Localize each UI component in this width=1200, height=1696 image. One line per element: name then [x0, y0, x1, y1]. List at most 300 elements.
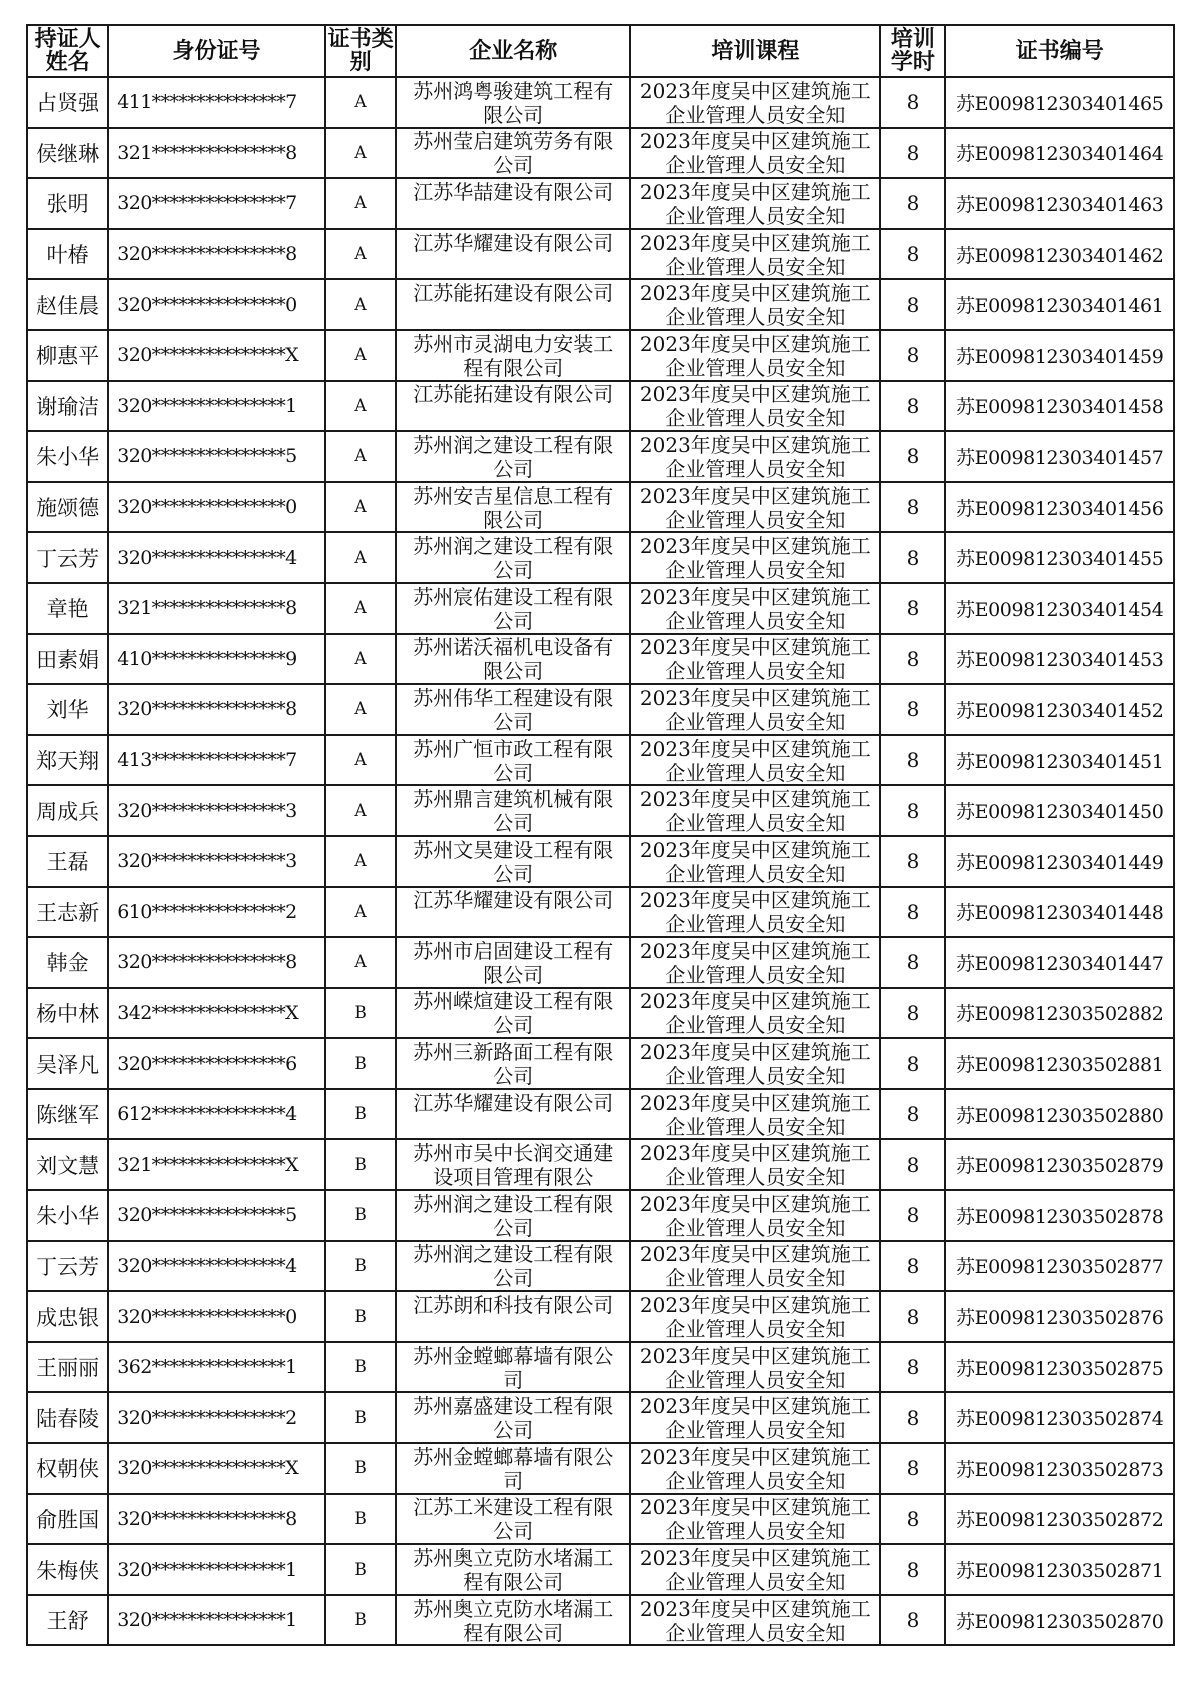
enterprise-cell — [396, 1595, 630, 1646]
cert-category-cell: A — [325, 836, 396, 887]
course-cell — [630, 178, 880, 229]
cert-number-cell: 苏E009812303401453 — [945, 634, 1174, 685]
enterprise-cell-text: 苏州金螳螂幕墙有限公司 — [413, 1444, 614, 1492]
id-number-cell: 320***************0 — [108, 279, 325, 330]
course-cell — [630, 1595, 880, 1646]
holder-name-cell: 吴泽凡 — [27, 1038, 108, 1089]
holder-name-cell: 朱小华 — [27, 1190, 108, 1241]
table-row — [27, 1342, 1174, 1393]
cert-category-cell: A — [325, 684, 396, 735]
enterprise-cell — [396, 887, 630, 938]
holder-name-cell: 田素娟 — [27, 634, 108, 685]
holder-name-cell: 王志新 — [27, 887, 108, 938]
cert-category-cell: A — [325, 279, 396, 330]
header-row — [27, 25, 1174, 77]
hours-cell: 8 — [880, 1241, 945, 1292]
course-cell — [630, 1544, 880, 1595]
course-cell-text: 2023年度吴中区建筑施工企业管理人员安全知 — [639, 1242, 871, 1290]
id-number-cell: 320***************5 — [108, 1190, 325, 1241]
id-number-cell: 320***************2 — [108, 1392, 325, 1443]
enterprise-cell — [396, 77, 630, 128]
table-row — [27, 229, 1174, 280]
cert-number-cell: 苏E009812303401459 — [945, 330, 1174, 381]
cert-category-cell: A — [325, 735, 396, 786]
cert-number-cell: 苏E009812303502875 — [945, 1342, 1174, 1393]
cert-number-cell: 苏E009812303401461 — [945, 279, 1174, 330]
cert-category-cell: B — [325, 1443, 396, 1494]
holder-name-cell: 陆春陵 — [27, 1392, 108, 1443]
enterprise-cell-text: 苏州市启固建设工程有限公司 — [413, 938, 614, 986]
cert-category-cell: A — [325, 128, 396, 179]
course-cell — [630, 836, 880, 887]
hours-cell: 8 — [880, 583, 945, 634]
cert-number-cell: 苏E009812303502878 — [945, 1190, 1174, 1241]
cert-category-cell: A — [325, 937, 396, 988]
enterprise-cell — [396, 1241, 630, 1292]
id-number-cell: 320***************X — [108, 330, 325, 381]
course-cell — [630, 1291, 880, 1342]
course-cell — [630, 330, 880, 381]
enterprise-cell — [396, 431, 630, 482]
course-cell-text: 2023年度吴中区建筑施工企业管理人员安全知 — [639, 938, 871, 986]
enterprise-cell-text: 江苏朗和科技有限公司 — [413, 1293, 614, 1318]
id-number-cell: 320***************X — [108, 1443, 325, 1494]
cert-category-cell: A — [325, 532, 396, 583]
table-row — [27, 988, 1174, 1039]
course-cell — [630, 583, 880, 634]
cert-category-cell: B — [325, 1291, 396, 1342]
cert-number-cell: 苏E009812303401465 — [945, 77, 1174, 128]
enterprise-cell-text: 苏州奥立克防水堵漏工程有限公司 — [413, 1596, 614, 1644]
cert-number-cell: 苏E009812303502872 — [945, 1494, 1174, 1545]
hours-cell: 8 — [880, 1443, 945, 1494]
course-cell — [630, 1342, 880, 1393]
hours-cell: 8 — [880, 1595, 945, 1646]
enterprise-cell — [396, 1342, 630, 1393]
enterprise-cell-text: 苏州润之建设工程有限公司 — [413, 1242, 614, 1290]
enterprise-cell-text: 苏州鸿粤骏建筑工程有限公司 — [413, 78, 614, 126]
enterprise-cell-text: 苏州嘉盛建设工程有限公司 — [413, 1394, 614, 1442]
cert-number-cell: 苏E009812303401448 — [945, 887, 1174, 938]
cert-number-cell: 苏E009812303401450 — [945, 785, 1174, 836]
hours-cell: 8 — [880, 887, 945, 938]
enterprise-cell-text: 苏州安吉星信息工程有限公司 — [413, 483, 614, 531]
holder-name-cell: 丁云芳 — [27, 1241, 108, 1292]
cert-category-cell: A — [325, 381, 396, 432]
cert-category-cell: A — [325, 482, 396, 533]
cert-category-cell: A — [325, 229, 396, 280]
enterprise-cell — [396, 735, 630, 786]
cert-category-cell: B — [325, 1241, 396, 1292]
hours-cell: 8 — [880, 735, 945, 786]
enterprise-cell-text: 苏州润之建设工程有限公司 — [413, 432, 614, 480]
enterprise-cell-text: 苏州润之建设工程有限公司 — [413, 1191, 614, 1239]
header-cert-number: 证书编号 — [945, 25, 1174, 77]
course-cell-text: 2023年度吴中区建筑施工企业管理人员安全知 — [639, 1343, 871, 1391]
table-row — [27, 279, 1174, 330]
cert-number-cell: 苏E009812303401455 — [945, 532, 1174, 583]
holder-name-cell: 叶椿 — [27, 229, 108, 280]
table-row — [27, 836, 1174, 887]
course-cell — [630, 937, 880, 988]
course-cell-text: 2023年度吴中区建筑施工企业管理人员安全知 — [639, 989, 871, 1037]
holder-name-cell: 俞胜国 — [27, 1494, 108, 1545]
enterprise-cell-text: 苏州奥立克防水堵漏工程有限公司 — [413, 1546, 614, 1594]
enterprise-cell — [396, 988, 630, 1039]
header-course: 培训课程 — [630, 25, 880, 77]
holder-name-cell: 杨中林 — [27, 988, 108, 1039]
enterprise-cell-text: 江苏能拓建设有限公司 — [413, 382, 614, 407]
enterprise-cell-text: 江苏华耀建设有限公司 — [413, 1090, 614, 1115]
holder-name-cell: 朱小华 — [27, 431, 108, 482]
enterprise-cell-text: 苏州三新路面工程有限公司 — [413, 1040, 614, 1088]
table-row — [27, 634, 1174, 685]
id-number-cell: 320***************4 — [108, 532, 325, 583]
id-number-cell: 342***************X — [108, 988, 325, 1039]
id-number-cell: 612***************4 — [108, 1089, 325, 1140]
cert-number-cell: 苏E009812303401457 — [945, 431, 1174, 482]
cert-category-cell: A — [325, 887, 396, 938]
course-cell-text: 2023年度吴中区建筑施工企业管理人员安全知 — [639, 837, 871, 885]
course-cell — [630, 1089, 880, 1140]
cert-number-cell: 苏E009812303401447 — [945, 937, 1174, 988]
course-cell-text: 2023年度吴中区建筑施工企业管理人员安全知 — [639, 1394, 871, 1442]
holder-name-cell: 侯继琳 — [27, 128, 108, 179]
table-row — [27, 1291, 1174, 1342]
id-number-cell: 320***************8 — [108, 684, 325, 735]
enterprise-cell — [396, 482, 630, 533]
id-number-cell: 320***************3 — [108, 836, 325, 887]
enterprise-cell-text: 苏州市灵湖电力安装工程有限公司 — [413, 331, 614, 379]
course-cell — [630, 887, 880, 938]
header-cert-category: 证书类别 — [325, 25, 396, 77]
enterprise-cell — [396, 1139, 630, 1190]
course-cell — [630, 1241, 880, 1292]
table-row — [27, 1089, 1174, 1140]
table-row — [27, 532, 1174, 583]
course-cell-text: 2023年度吴中区建筑施工企业管理人员安全知 — [639, 685, 871, 733]
id-number-cell: 320***************1 — [108, 381, 325, 432]
course-cell — [630, 684, 880, 735]
cert-number-cell: 苏E009812303401451 — [945, 735, 1174, 786]
enterprise-cell — [396, 1038, 630, 1089]
cert-number-cell: 苏E009812303401454 — [945, 583, 1174, 634]
course-cell-text: 2023年度吴中区建筑施工企业管理人员安全知 — [639, 1141, 871, 1189]
cert-number-cell: 苏E009812303401462 — [945, 229, 1174, 280]
hours-cell: 8 — [880, 1139, 945, 1190]
hours-cell: 8 — [880, 937, 945, 988]
cert-category-cell: B — [325, 1494, 396, 1545]
course-cell — [630, 381, 880, 432]
cert-number-cell: 苏E009812303502873 — [945, 1443, 1174, 1494]
cert-number-cell: 苏E009812303401464 — [945, 128, 1174, 179]
enterprise-cell-text: 苏州金螳螂幕墙有限公司 — [413, 1343, 614, 1391]
enterprise-cell — [396, 836, 630, 887]
course-cell-text: 2023年度吴中区建筑施工企业管理人员安全知 — [639, 635, 871, 683]
table-header — [27, 25, 1174, 77]
course-cell-text: 2023年度吴中区建筑施工企业管理人员安全知 — [639, 1444, 871, 1492]
id-number-cell: 413***************7 — [108, 735, 325, 786]
course-cell — [630, 1038, 880, 1089]
header-holder-name: 持证人姓名 — [27, 25, 108, 77]
hours-cell: 8 — [880, 330, 945, 381]
cert-number-cell: 苏E009812303502880 — [945, 1089, 1174, 1140]
course-cell — [630, 785, 880, 836]
id-number-cell: 321***************8 — [108, 128, 325, 179]
table-row — [27, 785, 1174, 836]
certificate-roster-table — [26, 24, 1175, 1646]
course-cell-text: 2023年度吴中区建筑施工企业管理人员安全知 — [639, 1596, 871, 1644]
holder-name-cell: 章艳 — [27, 583, 108, 634]
cert-number-cell: 苏E009812303502874 — [945, 1392, 1174, 1443]
cert-category-cell: B — [325, 1038, 396, 1089]
enterprise-cell — [396, 684, 630, 735]
course-cell-text: 2023年度吴中区建筑施工企业管理人员安全知 — [639, 78, 871, 126]
id-number-cell: 411***************7 — [108, 77, 325, 128]
holder-name-cell: 郑天翔 — [27, 735, 108, 786]
course-cell-text: 2023年度吴中区建筑施工企业管理人员安全知 — [639, 281, 871, 329]
header-enterprise: 企业名称 — [396, 25, 630, 77]
course-cell-text: 2023年度吴中区建筑施工企业管理人员安全知 — [639, 534, 871, 582]
holder-name-cell: 王磊 — [27, 836, 108, 887]
course-cell-text: 2023年度吴中区建筑施工企业管理人员安全知 — [639, 1090, 871, 1138]
enterprise-cell — [396, 1291, 630, 1342]
enterprise-cell-text: 江苏华耀建设有限公司 — [413, 888, 614, 913]
table-row — [27, 381, 1174, 432]
course-cell — [630, 1443, 880, 1494]
hours-cell: 8 — [880, 1089, 945, 1140]
course-cell — [630, 988, 880, 1039]
hours-cell: 8 — [880, 1291, 945, 1342]
id-number-cell: 321***************X — [108, 1139, 325, 1190]
id-number-cell: 320***************0 — [108, 1291, 325, 1342]
table-row — [27, 1544, 1174, 1595]
cert-category-cell: B — [325, 988, 396, 1039]
hours-cell: 8 — [880, 1494, 945, 1545]
hours-cell: 8 — [880, 279, 945, 330]
course-cell — [630, 532, 880, 583]
hours-cell: 8 — [880, 229, 945, 280]
id-number-cell: 362***************1 — [108, 1342, 325, 1393]
enterprise-cell-text: 江苏华喆建设有限公司 — [413, 179, 614, 204]
id-number-cell: 320***************1 — [108, 1595, 325, 1646]
enterprise-cell-text: 苏州嵘煊建设工程有限公司 — [413, 989, 614, 1037]
cert-category-cell: B — [325, 1392, 396, 1443]
enterprise-cell — [396, 785, 630, 836]
table-row — [27, 178, 1174, 229]
table-row — [27, 1038, 1174, 1089]
cert-number-cell: 苏E009812303502882 — [945, 988, 1174, 1039]
cert-category-cell: A — [325, 178, 396, 229]
course-cell — [630, 279, 880, 330]
course-cell-text: 2023年度吴中区建筑施工企业管理人员安全知 — [639, 1040, 871, 1088]
table-row — [27, 1190, 1174, 1241]
enterprise-cell-text: 苏州诺沃福机电设备有限公司 — [413, 635, 614, 683]
course-cell-text: 2023年度吴中区建筑施工企业管理人员安全知 — [639, 179, 871, 227]
enterprise-cell-text: 苏州文昊建设工程有限公司 — [413, 837, 614, 885]
cert-number-cell: 苏E009812303502877 — [945, 1241, 1174, 1292]
enterprise-cell — [396, 279, 630, 330]
id-number-cell: 320***************4 — [108, 1241, 325, 1292]
cert-number-cell: 苏E009812303502881 — [945, 1038, 1174, 1089]
cert-category-cell: B — [325, 1595, 396, 1646]
holder-name-cell: 柳惠平 — [27, 330, 108, 381]
course-cell-text: 2023年度吴中区建筑施工企业管理人员安全知 — [639, 432, 871, 480]
cert-category-cell: A — [325, 785, 396, 836]
id-number-cell: 320***************1 — [108, 1544, 325, 1595]
id-number-cell: 410***************9 — [108, 634, 325, 685]
id-number-cell: 320***************6 — [108, 1038, 325, 1089]
enterprise-cell — [396, 634, 630, 685]
enterprise-cell — [396, 1089, 630, 1140]
course-cell-text: 2023年度吴中区建筑施工企业管理人员安全知 — [639, 483, 871, 531]
holder-name-cell: 占贤强 — [27, 77, 108, 128]
cert-number-cell: 苏E009812303401458 — [945, 381, 1174, 432]
table-row — [27, 128, 1174, 179]
course-cell — [630, 229, 880, 280]
enterprise-cell — [396, 1392, 630, 1443]
hours-cell: 8 — [880, 1392, 945, 1443]
hours-cell: 8 — [880, 431, 945, 482]
course-cell — [630, 482, 880, 533]
holder-name-cell: 朱梅侠 — [27, 1544, 108, 1595]
header-hours: 培训学时 — [880, 25, 945, 77]
holder-name-cell: 韩金 — [27, 937, 108, 988]
course-cell-text: 2023年度吴中区建筑施工企业管理人员安全知 — [639, 736, 871, 784]
holder-name-cell: 成忠银 — [27, 1291, 108, 1342]
cert-category-cell: A — [325, 634, 396, 685]
hours-cell: 8 — [880, 1342, 945, 1393]
course-cell-text: 2023年度吴中区建筑施工企业管理人员安全知 — [639, 1293, 871, 1341]
id-number-cell: 320***************7 — [108, 178, 325, 229]
enterprise-cell-text: 江苏华耀建设有限公司 — [413, 230, 614, 255]
enterprise-cell — [396, 532, 630, 583]
course-cell-text: 2023年度吴中区建筑施工企业管理人员安全知 — [639, 888, 871, 936]
cert-number-cell: 苏E009812303502870 — [945, 1595, 1174, 1646]
enterprise-cell — [396, 1443, 630, 1494]
enterprise-cell-text: 苏州宸佑建设工程有限公司 — [413, 584, 614, 632]
hours-cell: 8 — [880, 1544, 945, 1595]
cert-number-cell: 苏E009812303502871 — [945, 1544, 1174, 1595]
table-row — [27, 77, 1174, 128]
course-cell — [630, 735, 880, 786]
id-number-cell: 320***************8 — [108, 937, 325, 988]
holder-name-cell: 谢瑜洁 — [27, 381, 108, 432]
hours-cell: 8 — [880, 128, 945, 179]
id-number-cell: 320***************8 — [108, 229, 325, 280]
enterprise-cell-text: 苏州鼎言建筑机械有限公司 — [413, 787, 614, 835]
cert-number-cell: 苏E009812303401456 — [945, 482, 1174, 533]
enterprise-cell-text: 苏州市吴中长润交通建设项目管理有限公 — [413, 1141, 614, 1189]
table-row — [27, 1595, 1174, 1646]
hours-cell: 8 — [880, 836, 945, 887]
enterprise-cell-text: 苏州伟华工程建设有限公司 — [413, 685, 614, 733]
course-cell-text: 2023年度吴中区建筑施工企业管理人员安全知 — [639, 382, 871, 430]
course-cell-text: 2023年度吴中区建筑施工企业管理人员安全知 — [639, 787, 871, 835]
table-row — [27, 1241, 1174, 1292]
hours-cell: 8 — [880, 1038, 945, 1089]
course-cell — [630, 77, 880, 128]
enterprise-cell — [396, 229, 630, 280]
enterprise-cell-text: 苏州莹启建筑劳务有限公司 — [413, 129, 614, 177]
holder-name-cell: 丁云芳 — [27, 532, 108, 583]
enterprise-cell-text: 江苏工米建设工程有限公司 — [413, 1495, 614, 1543]
holder-name-cell: 张明 — [27, 178, 108, 229]
cert-category-cell: B — [325, 1139, 396, 1190]
holder-name-cell: 王舒 — [27, 1595, 108, 1646]
table-row — [27, 684, 1174, 735]
id-number-cell: 321***************8 — [108, 583, 325, 634]
id-number-cell: 320***************0 — [108, 482, 325, 533]
hours-cell: 8 — [880, 684, 945, 735]
holder-name-cell: 周成兵 — [27, 785, 108, 836]
hours-cell: 8 — [880, 77, 945, 128]
table-body — [27, 77, 1174, 1645]
course-cell-text: 2023年度吴中区建筑施工企业管理人员安全知 — [639, 230, 871, 278]
course-cell-text: 2023年度吴中区建筑施工企业管理人员安全知 — [639, 129, 871, 177]
table-row — [27, 1139, 1174, 1190]
course-cell — [630, 1392, 880, 1443]
cert-category-cell: A — [325, 77, 396, 128]
enterprise-cell — [396, 1544, 630, 1595]
enterprise-cell — [396, 128, 630, 179]
cert-category-cell: B — [325, 1544, 396, 1595]
cert-category-cell: A — [325, 431, 396, 482]
table-row — [27, 937, 1174, 988]
holder-name-cell: 施颂德 — [27, 482, 108, 533]
enterprise-cell — [396, 583, 630, 634]
enterprise-cell-text: 苏州广恒市政工程有限公司 — [413, 736, 614, 784]
enterprise-cell-text: 江苏能拓建设有限公司 — [413, 281, 614, 306]
course-cell — [630, 1139, 880, 1190]
cert-category-cell: B — [325, 1089, 396, 1140]
table-row — [27, 583, 1174, 634]
holder-name-cell: 王丽丽 — [27, 1342, 108, 1393]
cert-number-cell: 苏E009812303502876 — [945, 1291, 1174, 1342]
hours-cell: 8 — [880, 381, 945, 432]
id-number-cell: 320***************8 — [108, 1494, 325, 1545]
course-cell-text: 2023年度吴中区建筑施工企业管理人员安全知 — [639, 1495, 871, 1543]
cert-number-cell: 苏E009812303401463 — [945, 178, 1174, 229]
enterprise-cell — [396, 1494, 630, 1545]
cert-number-cell: 苏E009812303401449 — [945, 836, 1174, 887]
course-cell — [630, 128, 880, 179]
hours-cell: 8 — [880, 482, 945, 533]
hours-cell: 8 — [880, 1190, 945, 1241]
certificate-roster-sheet — [26, 24, 1175, 1646]
enterprise-cell — [396, 1190, 630, 1241]
id-number-cell: 320***************5 — [108, 431, 325, 482]
holder-name-cell: 陈继军 — [27, 1089, 108, 1140]
header-id-number: 身份证号 — [108, 25, 325, 77]
holder-name-cell: 刘文慧 — [27, 1139, 108, 1190]
hours-cell: 8 — [880, 988, 945, 1039]
cert-category-cell: B — [325, 1190, 396, 1241]
cert-number-cell: 苏E009812303502879 — [945, 1139, 1174, 1190]
enterprise-cell — [396, 937, 630, 988]
enterprise-cell — [396, 381, 630, 432]
table-row — [27, 887, 1174, 938]
hours-cell: 8 — [880, 532, 945, 583]
table-row — [27, 1392, 1174, 1443]
cert-number-cell: 苏E009812303401452 — [945, 684, 1174, 735]
enterprise-cell — [396, 330, 630, 381]
holder-name-cell: 权朝侠 — [27, 1443, 108, 1494]
id-number-cell: 610***************2 — [108, 887, 325, 938]
course-cell — [630, 634, 880, 685]
course-cell-text: 2023年度吴中区建筑施工企业管理人员安全知 — [639, 1546, 871, 1594]
holder-name-cell: 刘华 — [27, 684, 108, 735]
